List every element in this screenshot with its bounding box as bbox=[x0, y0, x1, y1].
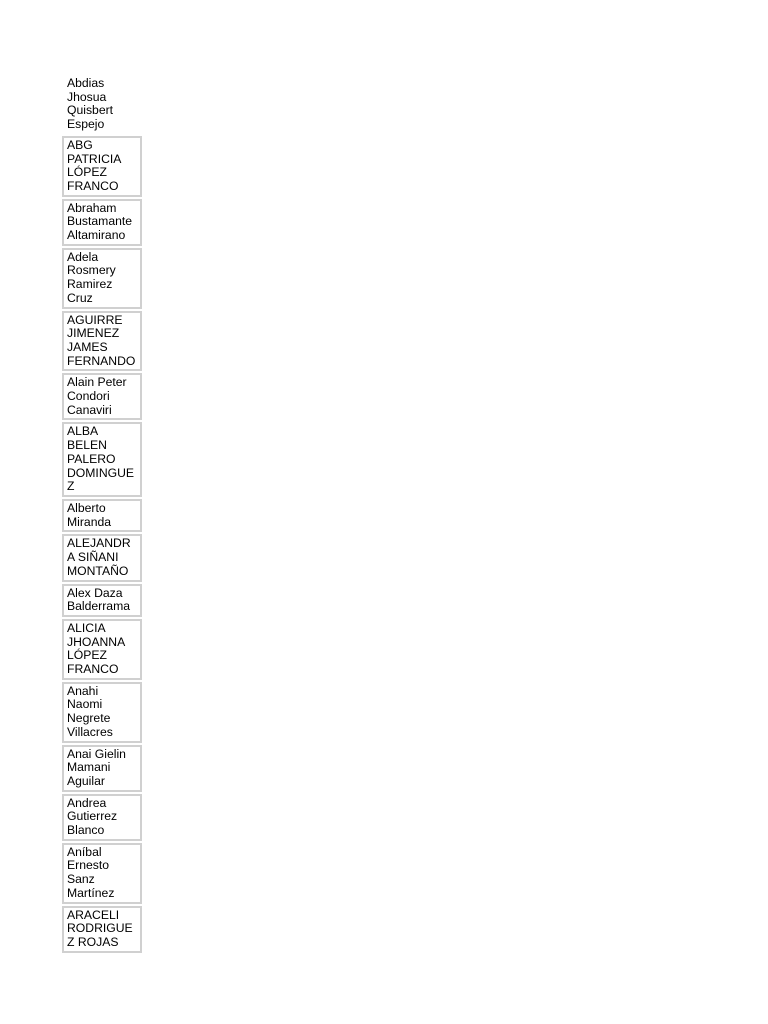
name-cell: Alain Peter Condori Canaviri bbox=[62, 373, 142, 420]
name-cell: Abraham Bustamante Altamirano bbox=[62, 199, 142, 246]
name-cell: Anai Gielin Mamani Aguilar bbox=[62, 745, 142, 792]
table-row bbox=[62, 906, 142, 953]
table-row bbox=[62, 619, 142, 680]
name-cell: ARACELI RODRIGUE Z ROJAS bbox=[62, 906, 142, 953]
table-row bbox=[62, 311, 142, 372]
name-cell: Andrea Gutierrez Blanco bbox=[62, 794, 142, 841]
table-row bbox=[62, 745, 142, 792]
name-cell: Abdias Jhosua Quisbert Espejo bbox=[67, 76, 114, 132]
table-row bbox=[62, 373, 142, 420]
table-row bbox=[62, 584, 142, 617]
name-cell: Anahi Naomi Negrete Villacres bbox=[62, 682, 142, 743]
names-table bbox=[62, 72, 142, 955]
name-cell: ALEJANDR A SIÑANI MONTAÑO bbox=[62, 534, 142, 581]
name-cell: Alberto Miranda bbox=[62, 499, 142, 532]
table-row bbox=[62, 794, 142, 841]
table-row bbox=[62, 534, 142, 581]
table-row bbox=[62, 199, 142, 246]
name-cell: Aníbal Ernesto Sanz Martínez bbox=[62, 843, 142, 904]
table-row bbox=[62, 248, 142, 309]
table-row bbox=[62, 136, 142, 197]
name-cell: AGUIRRE JIMENEZ JAMES FERNANDO bbox=[62, 311, 142, 372]
name-cell: Alex Daza Balderrama bbox=[62, 584, 142, 617]
name-cell: ABG PATRICIA LÓPEZ FRANCO bbox=[62, 136, 142, 197]
table-row bbox=[62, 422, 142, 497]
names-table-body bbox=[62, 74, 142, 953]
table-row bbox=[62, 682, 142, 743]
table-row bbox=[62, 74, 142, 134]
name-cell: Adela Rosmery Ramirez Cruz bbox=[62, 248, 142, 309]
table-row bbox=[62, 843, 142, 904]
name-cell: ALBA BELEN PALERO DOMINGUE Z bbox=[62, 422, 142, 497]
name-cell: ALICIA JHOANNA LÓPEZ FRANCO bbox=[62, 619, 142, 680]
table-row bbox=[62, 499, 142, 532]
